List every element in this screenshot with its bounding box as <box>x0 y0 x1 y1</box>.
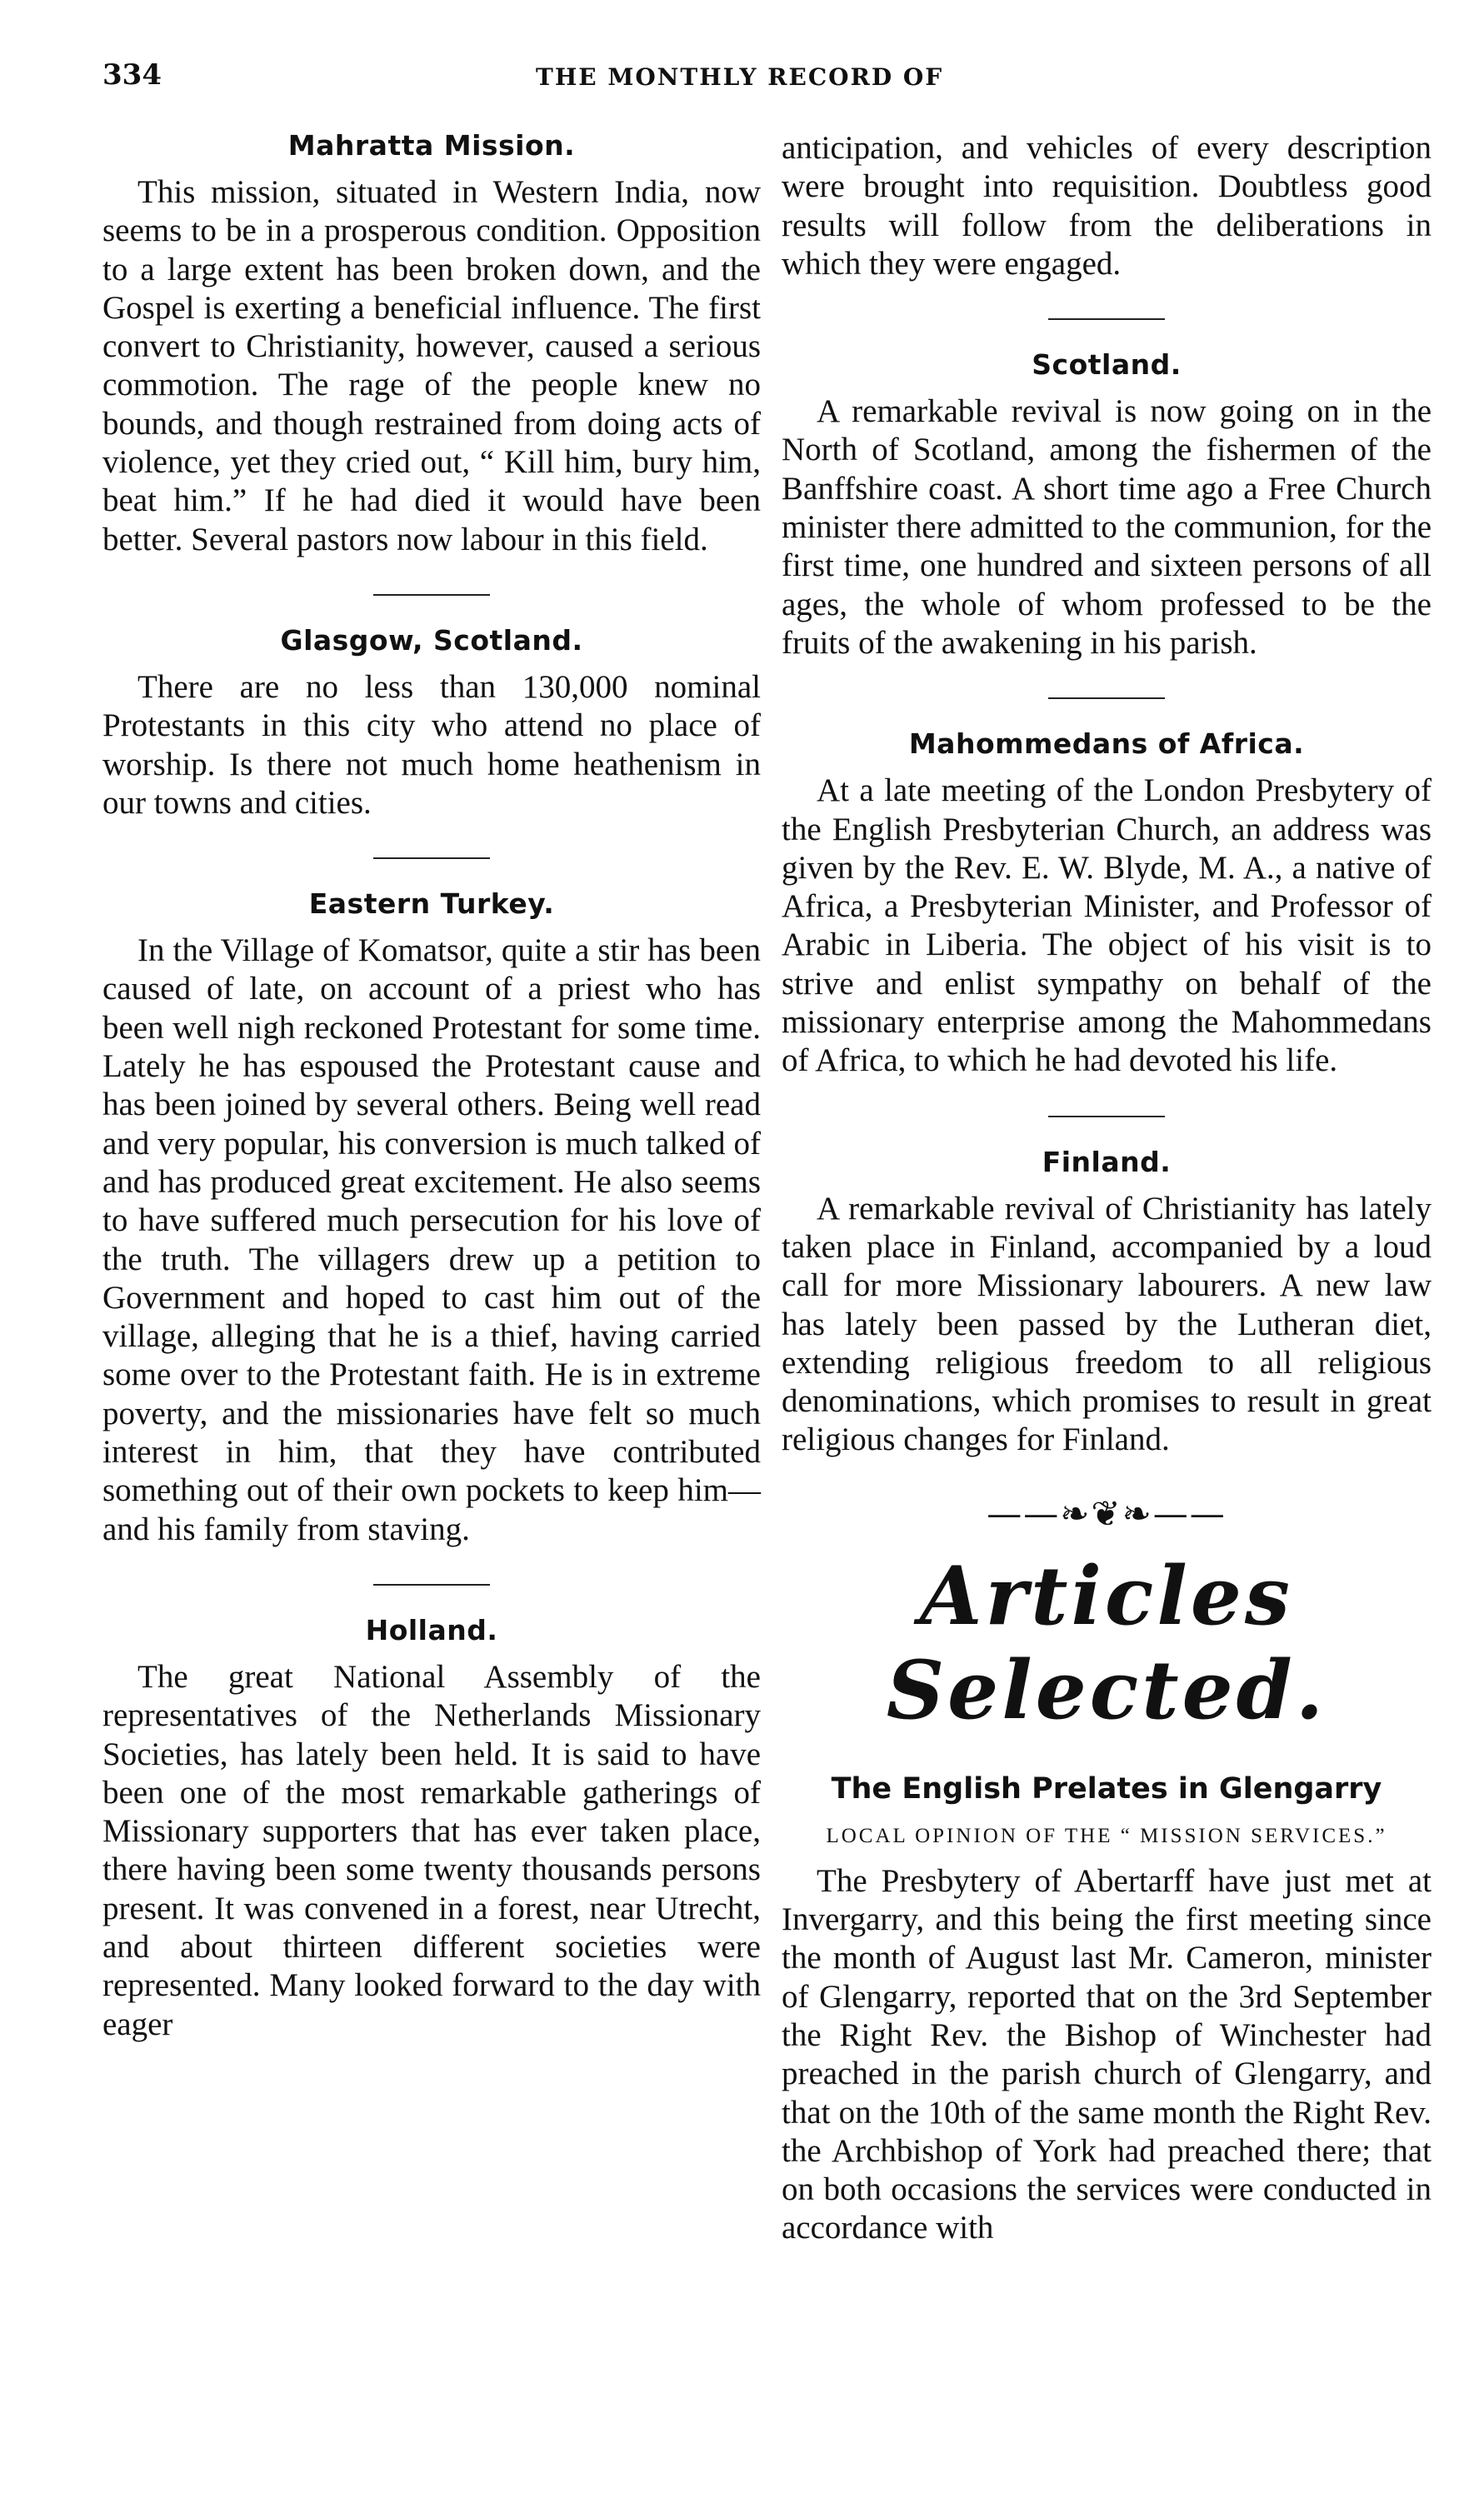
section-text: There are no less than 130,000 nominal Protestants in this city who attend no place of worship. Is there not much home heathenism in our towns and cities. <box>102 668 761 821</box>
section-text: A remarkable revival of Christianity has lately taken place in Finland, accompanied by a loud call for more Missionary labourers. A new law has lately been passed by the Lutheran diet, extending religious freedom to all religious denominations, which promises to result in great religious changes for Finland. <box>782 1190 1432 1458</box>
article-title: The English Prelates in Glengarry <box>831 1771 1382 1806</box>
running-title: THE MONTHLY RECORD OF <box>536 63 944 91</box>
section-heading: Scotland. <box>1032 348 1182 382</box>
section-heading: Finland. <box>1042 1145 1172 1178</box>
divider-rule <box>373 594 490 596</box>
page-header <box>102 58 1434 108</box>
section-heading: Eastern Turkey. <box>308 887 555 921</box>
page-number: 334 <box>102 58 162 92</box>
section-heading: Glasgow, Scotland. <box>280 623 583 657</box>
section-text: The great National Assembly of the representatives of the Netherlands Missionary Societies, has lately been held. It is said to have been one of the most remarkable gatherings of Missionary supporters that has ever taken place, there having been some twenty thousands persons present. It was convened in a forest, near Utrecht, and about thirteen different societies were represented. Many looked forward to the day with eager <box>102 1658 761 2042</box>
section-heading: Mahratta Mission. <box>287 129 576 162</box>
section-heading: Holland. <box>365 1613 498 1646</box>
section-text: At a late meeting of the London Presbytery of the English Presbyterian Church, an address was given by the Rev. E. W. Blyde, M. A., a native of Africa, a Presbyterian Minister, and Professor of Arabic in Liberia. The object of his visit is to strive and enlist sympathy on behalf of the missionary enterprise among the Mahommedans of Africa, to which he had devoted his life. <box>782 772 1432 1079</box>
divider-rule <box>1048 318 1165 320</box>
section-banner: Articles Selected. <box>886 1548 1327 1737</box>
divider-rule <box>1048 1116 1165 1117</box>
section-heading: Mahommedans of Africa. <box>908 727 1305 761</box>
divider-rule <box>373 857 490 859</box>
continued-text: anticipation, and vehicles of every description were brought into requisition. Doubtless good results will follow from the deliberations in which they were engaged. <box>782 130 1432 282</box>
divider-rule <box>1048 697 1165 699</box>
article-text: The Presbytery of Abertarff have just met at Invergarry, and this being the first meeting since the month of August last Mr. Cameron, minister of Glengarry, reported that on the 3rd September the Right Rev. the Bishop of Winchester had preached in the parish church of Glengarry, and that on the 10th of the same month the Right Rev. the Archbishop of York had preached there; that on both occasions the services were conducted in accordance with <box>782 1862 1432 2246</box>
section-text: In the Village of Komatsor, quite a stir has been caused of late, on account of a priest who has been well nigh reckoned Protestant for some time. Lately he has espoused the Protestant cause and has been joined by several others. Being well read and very popular, his conversion is much talked of and has produced great excitement. He also seems to have suffered much persecution for his love of the truth. The villagers drew up a petition to Government and hoped to cast him out of the village, alleging that he is a thief, having carried some over to the Protestant faith. He is in extreme poverty, and the missionaries have felt so much interest in him, that they have contributed something out of their own pockets to keep him—and his family from staving. <box>102 932 761 1547</box>
left-column <box>102 129 761 2044</box>
section-text: A remarkable revival is now going on in the North of Scotland, among the fishermen of the Banffshire coast. A short time ago a Free Church minister there admitted to the communion, for the first time, one hundred and sixteen persons of all ages, the whole of whom professed to be the fruits of the awakening in his parish. <box>782 393 1432 661</box>
divider-rule <box>373 1584 490 1586</box>
right-column <box>782 129 1432 2248</box>
article-subtitle: LOCAL OPINION OF THE “ MISSION SERVICES.” <box>826 1824 1387 1847</box>
ornament-divider: ——❧❦❧—— <box>987 1492 1227 1534</box>
section-text: This mission, situated in Western India, now seems to be in a prosperous condition. Opposition to a large extent has been broken down, and the Gospel is exerting a beneficial influence. The first convert to Christianity, however, caused a serious commotion. The rage of the people knew no bounds, and though restrained from doing acts of violence, yet they cried out, “ Kill him, bury him, beat him.” If he had died it would have been better. Several pastors now labour in this field. <box>102 174 761 557</box>
